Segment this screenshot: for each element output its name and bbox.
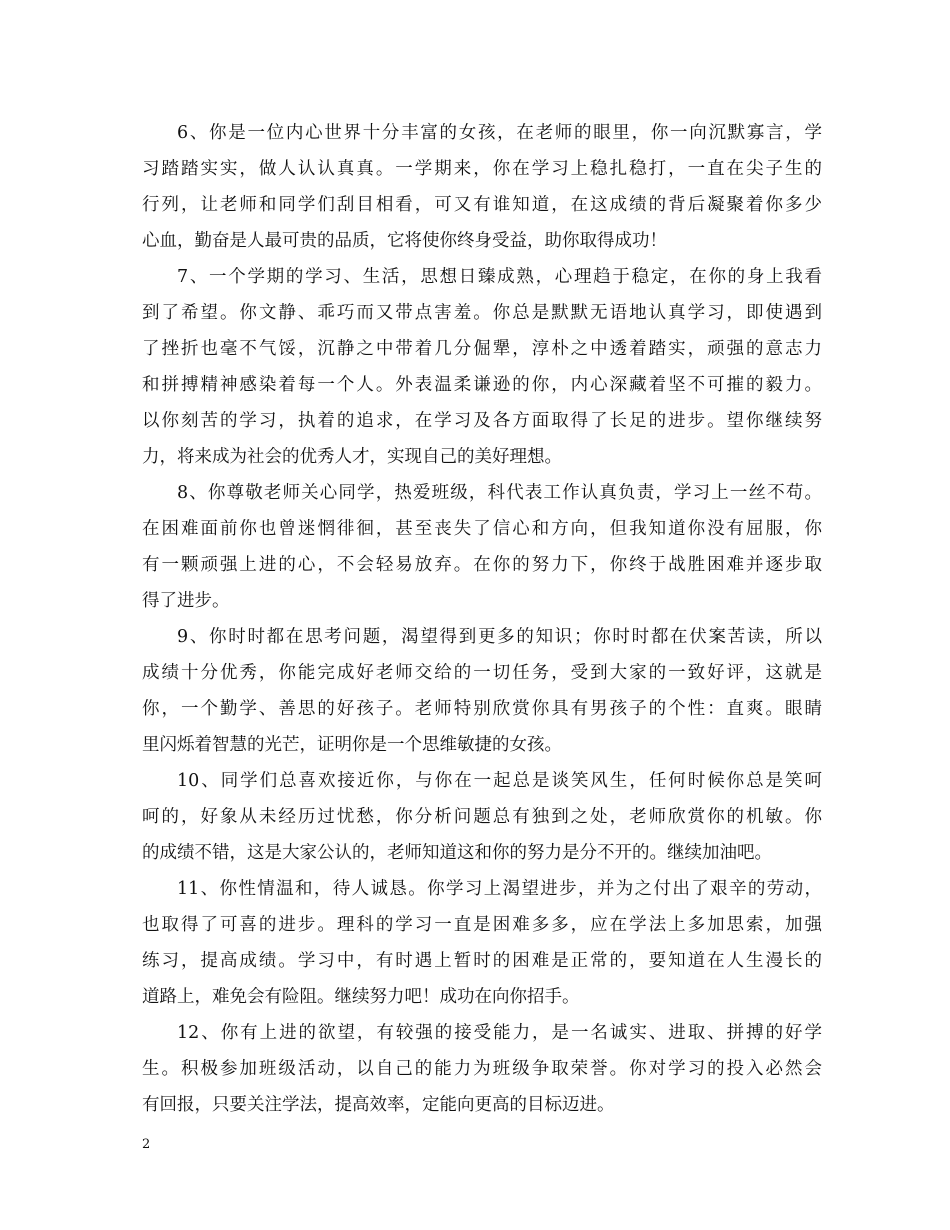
paragraph-8-line-4: 得了进步。 xyxy=(142,591,230,611)
paragraph-7-line-1: 7、一个学期的学习、生活，思想日臻成熟，心理趋于稳定，在你的身上我看 xyxy=(177,267,822,287)
paragraph-7-line-6: 力，将来成为社会的优秀人才，实现自己的美好理想。 xyxy=(142,447,562,467)
paragraph-8-line-1: 8、你尊敬老师关心同学，热爱班级，科代表工作认真负责，学习上一丝不苟。 xyxy=(177,483,822,503)
paragraph-9-line-2: 成绩十分优秀，你能完成好老师交给的一切任务，受到大家的一致好评，这就是 xyxy=(142,663,822,683)
paragraph-12-line-3: 有回报，只要关注学法，提高效率，定能向更高的目标迈进。 xyxy=(142,1095,615,1115)
paragraph-11-line-3: 练习，提高成绩。学习中，有时遇上暂时的困难是正常的，要知道在人生漫长的 xyxy=(142,951,822,971)
paragraph-7-line-4: 和拼搏精神感染着每一个人。外表温柔谦逊的你，内心深藏着坚不可摧的毅力。 xyxy=(142,375,822,395)
paragraph-7-line-3: 了挫折也毫不气馁，沉静之中带着几分倔犟，淳朴之中透着踏实，顽强的意志力 xyxy=(142,339,822,359)
paragraph-10-line-2: 呵的，好象从未经历过忧愁，你分析问题总有独到之处，老师欣赏你的机敏。你 xyxy=(142,807,822,827)
paragraph-6-line-1: 6、你是一位内心世界十分丰富的女孩，在老师的眼里，你一向沉默寡言，学 xyxy=(177,123,822,143)
paragraph-10-line-3: 的成绩不错，这是大家公认的，老师知道这和你的努力是分不开的。继续加油吧。 xyxy=(142,843,772,863)
paragraph-11-line-1: 11、你性情温和，待人诚恳。你学习上渴望进步，并为之付出了艰辛的劳动， xyxy=(177,879,822,899)
paragraph-7-line-2: 到了希望。你文静、乖巧而又带点害羞。你总是默默无语地认真学习，即使遇到 xyxy=(142,303,822,323)
paragraph-6-line-3: 行列，让老师和同学们刮目相看，可又有谁知道，在这成绩的背后凝聚着你多少 xyxy=(142,195,822,215)
paragraph-8-line-2: 在困难面前你也曾迷惘徘徊，甚至丧失了信心和方向，但我知道你没有屈服，你 xyxy=(142,519,822,539)
paragraph-12-line-2: 生。积极参加班级活动，以自己的能力为班级争取荣誉。你对学习的投入必然会 xyxy=(142,1059,822,1079)
paragraph-10-line-1: 10、同学们总喜欢接近你，与你在一起总是谈笑风生，任何时候你总是笑呵 xyxy=(177,771,822,791)
paragraph-9-line-1: 9、你时时都在思考问题，渴望得到更多的知识；你时时都在伏案苦读，所以 xyxy=(177,627,822,647)
paragraph-8-line-3: 有一颗顽强上进的心，不会轻易放弃。在你的努力下，你终于战胜困难并逐步取 xyxy=(142,555,822,575)
paragraph-6-line-2: 习踏踏实实，做人认认真真。一学期来，你在学习上稳扎稳打，一直在尖子生的 xyxy=(142,159,822,179)
paragraph-11-line-4: 道路上，难免会有险阻。继续努力吧！成功在向你招手。 xyxy=(142,987,580,1007)
page-number: 2 xyxy=(142,1137,151,1152)
paragraph-7-line-5: 以你刻苦的学习，执着的追求，在学习及各方面取得了长足的进步。望你继续努 xyxy=(142,411,822,431)
paragraph-12-line-1: 12、你有上进的欲望，有较强的接受能力，是一名诚实、进取、拼搏的好学 xyxy=(177,1023,822,1043)
paragraph-11-line-2: 也取得了可喜的进步。理科的学习一直是困难多多，应在学法上多加思索，加强 xyxy=(142,915,822,935)
paragraph-9-line-3: 你，一个勤学、善思的好孩子。老师特别欣赏你具有男孩子的个性：直爽。眼睛 xyxy=(142,699,822,719)
paragraph-6-line-4: 心血，勤奋是人最可贵的品质，它将使你终身受益，助你取得成功！ xyxy=(142,231,667,251)
paragraph-9-line-4: 里闪烁着智慧的光芒，证明你是一个思维敏捷的女孩。 xyxy=(142,735,562,755)
